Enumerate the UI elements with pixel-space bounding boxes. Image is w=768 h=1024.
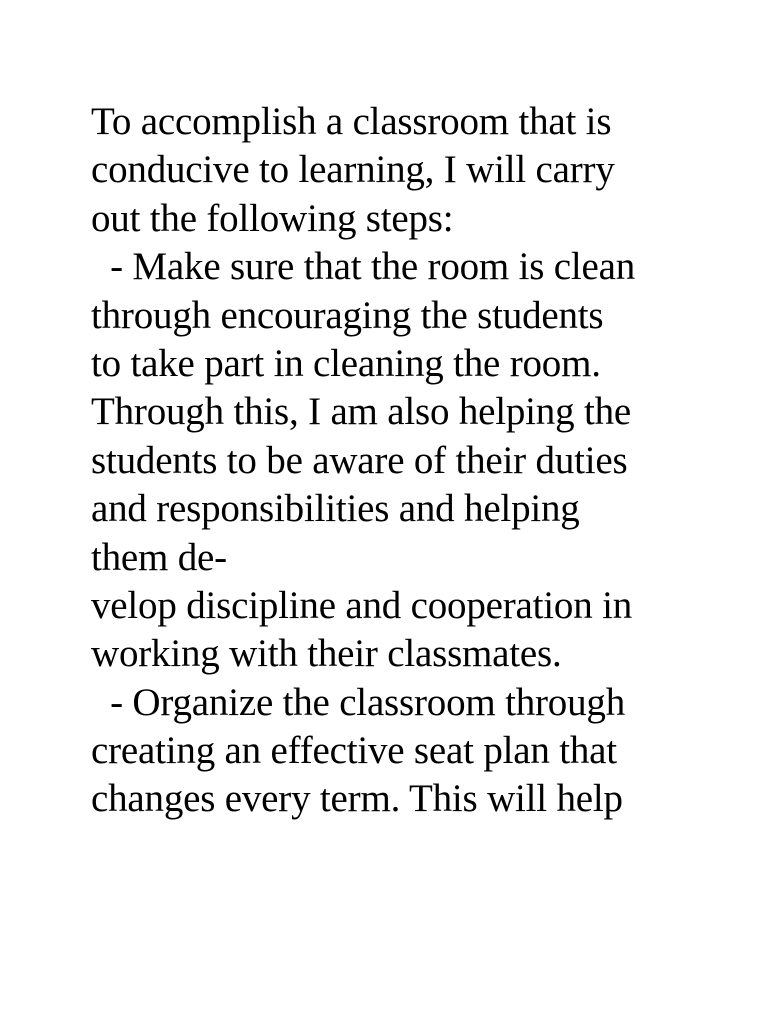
- text-line: To accomplish a classroom that is: [91, 100, 612, 143]
- text-line: out the following steps:: [91, 196, 454, 240]
- text-line: conducive to learning, I will carry: [91, 148, 615, 192]
- text-line: changes every term. This will help: [91, 777, 623, 821]
- text-line: to take part in cleaning the room.: [91, 341, 601, 385]
- text-line: Through this, I am also helping the: [91, 390, 631, 434]
- text-line: creating an effective seat plan that: [91, 729, 617, 773]
- text-line: and responsibilities and helping: [91, 487, 580, 531]
- text-line: velop discipline and cooperation in: [91, 583, 633, 627]
- text-line: working with their classmates.: [91, 632, 562, 676]
- text-line: through encouraging the students: [91, 293, 604, 337]
- text-line: them de-: [91, 535, 227, 579]
- text-line: - Organize the classroom through: [91, 680, 626, 724]
- body-text: [91, 98, 761, 824]
- text-line: - Make sure that the room is clean: [91, 245, 636, 289]
- text-line: students to be aware of their duties: [91, 438, 628, 482]
